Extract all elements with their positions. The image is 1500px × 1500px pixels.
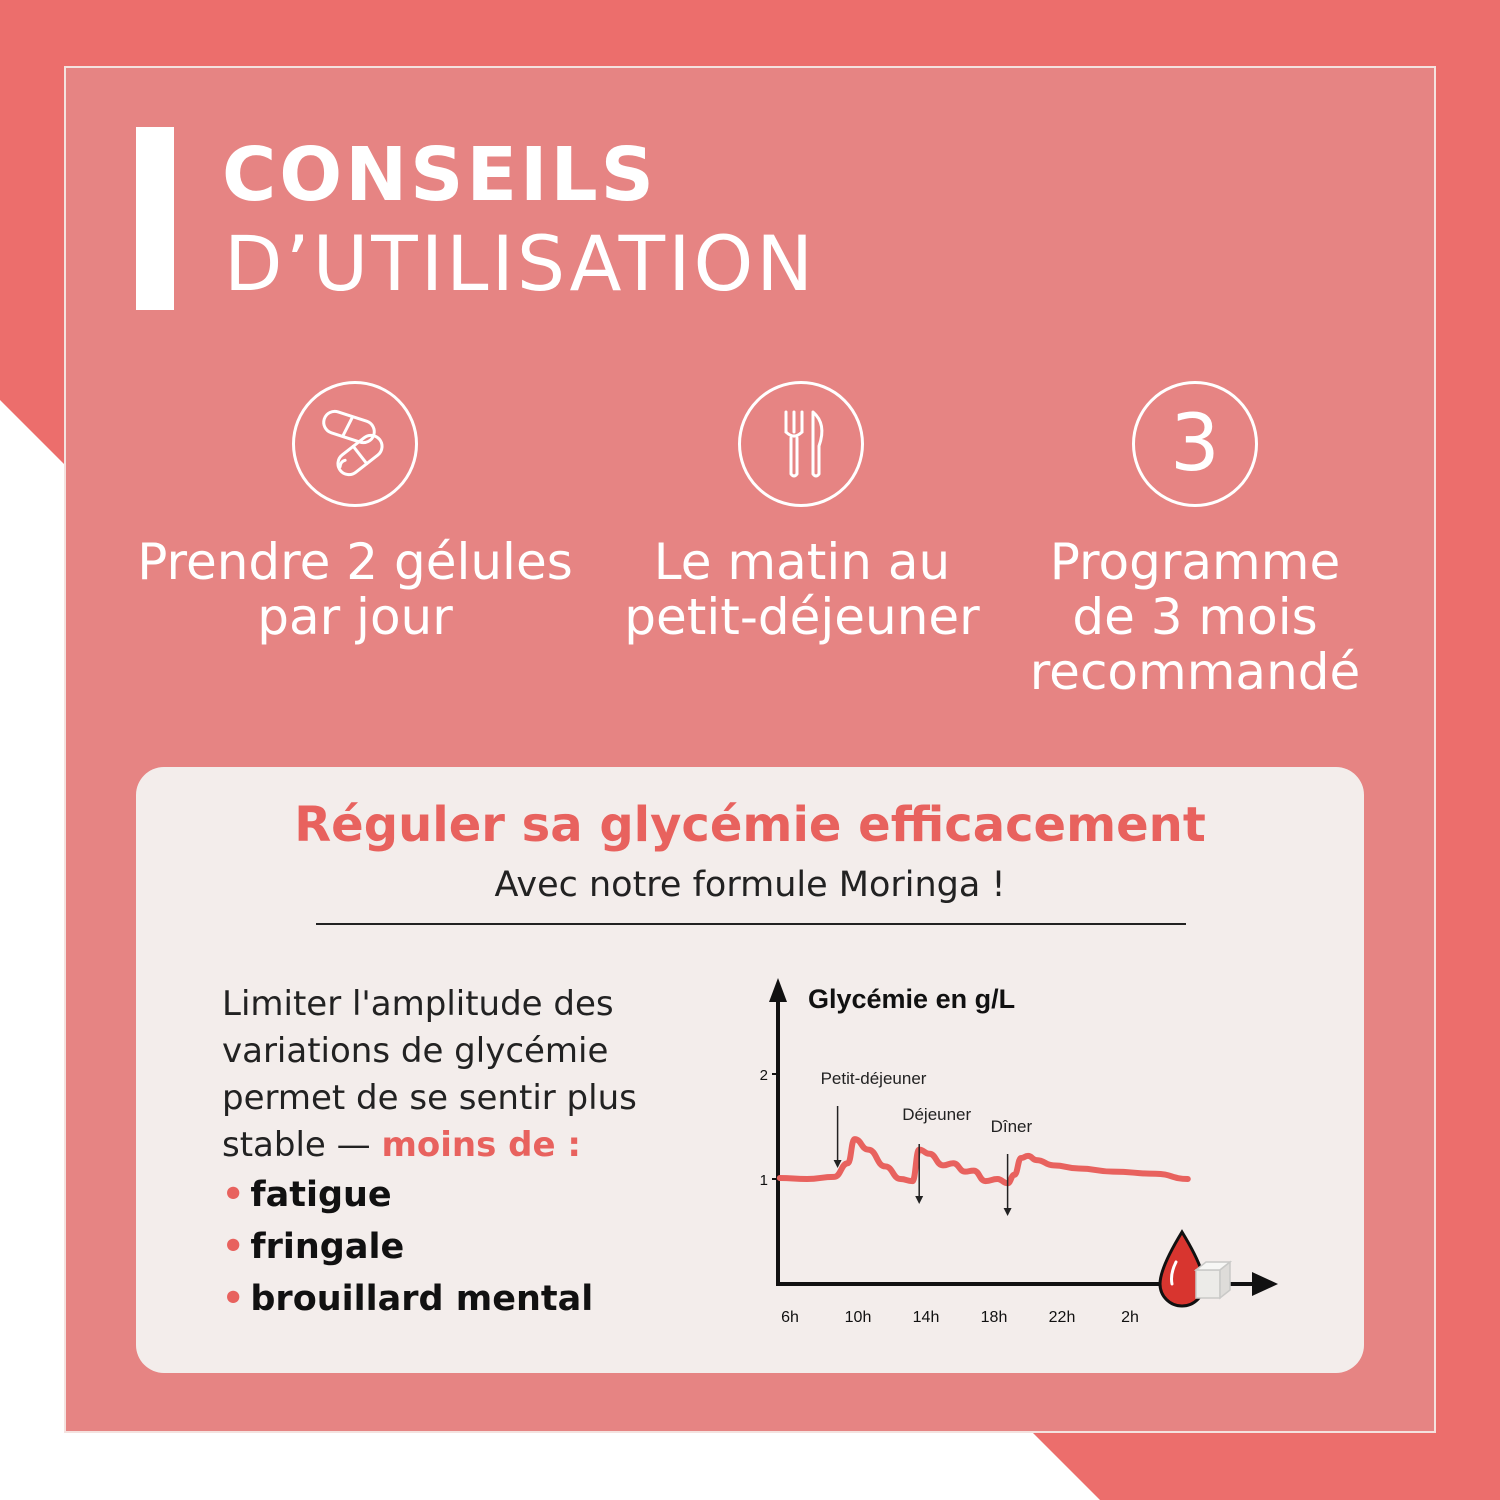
- bullet-text: fringale: [250, 1227, 405, 1267]
- event-annotation: Déjeuner: [902, 1105, 972, 1124]
- card-subtitle: Avec notre formule Moringa !: [494, 865, 1006, 905]
- body-line-3: permet de se sentir plus: [222, 1078, 637, 1118]
- tip-icon-circle-capsules: [292, 381, 418, 507]
- tip-timing-line1: Le matin au: [653, 533, 951, 591]
- tip-icon-circle-meal: [738, 381, 864, 507]
- card-body-text: [222, 981, 742, 1169]
- x-axis-arrow-icon: [1252, 1272, 1278, 1296]
- x-tick-label: 22h: [1048, 1309, 1076, 1326]
- page-title-line1: CONSEILS: [222, 132, 657, 218]
- glycemia-chart: [750, 970, 1290, 1340]
- y-tick-label: 2: [759, 1067, 768, 1084]
- list-item: [222, 1221, 593, 1273]
- body-accent: moins de :: [381, 1125, 582, 1165]
- tip-dosage-line1: Prendre 2 gélules: [137, 533, 573, 591]
- chart-title: Glycémie en g/L: [808, 984, 1016, 1014]
- tip-dosage: [110, 535, 600, 645]
- bullet-dot-icon: •: [222, 1279, 245, 1319]
- number-three-icon: 3: [1170, 399, 1220, 489]
- event-annotation: Petit-déjeuner: [820, 1069, 927, 1088]
- card-divider: [316, 923, 1186, 925]
- fork-knife-icon: [761, 404, 841, 484]
- blood-sugar-drop-icon: [1160, 1232, 1230, 1306]
- title-accent-bar: [136, 127, 174, 310]
- body-line-1: Limiter l'amplitude des: [222, 984, 614, 1024]
- tip-dosage-line2: par jour: [257, 588, 453, 646]
- tip-duration-line1: Programme: [1049, 533, 1341, 591]
- tip-icon-circle-duration: [1132, 381, 1258, 507]
- annotation-arrowhead-icon: [915, 1196, 923, 1204]
- list-item: [222, 1169, 593, 1221]
- tip-timing-line2: petit-déjeuner: [624, 588, 980, 646]
- tip-timing: [590, 535, 1014, 645]
- tip-duration-line2: de 3 mois: [1072, 588, 1318, 646]
- tip-duration: [1010, 535, 1380, 700]
- body-last-line: stable —: [222, 1125, 382, 1165]
- annotation-arrowhead-icon: [1004, 1208, 1012, 1216]
- chart-axes: [769, 978, 1278, 1296]
- tip-duration-line3: recommandé: [1029, 643, 1361, 701]
- list-item: [222, 1273, 593, 1325]
- y-axis-arrow-icon: [769, 978, 787, 1002]
- x-tick-label: 10h: [844, 1309, 872, 1326]
- capsules-icon: [315, 404, 395, 484]
- bullet-dot-icon: •: [222, 1175, 245, 1215]
- bullet-dot-icon: •: [222, 1227, 245, 1267]
- bullet-text: brouillard mental: [250, 1279, 594, 1319]
- event-annotation: Dîner: [990, 1117, 1033, 1136]
- body-line-2: variations de glycémie: [222, 1031, 609, 1071]
- x-tick-label: 14h: [912, 1309, 940, 1326]
- page-title-line2: D’UTILISATION: [224, 219, 817, 308]
- card-title: Réguler sa glycémie efficacement: [294, 797, 1206, 853]
- body-line-4: [222, 1122, 742, 1169]
- x-tick-label: 6h: [781, 1309, 799, 1326]
- bullet-text: fatigue: [250, 1175, 392, 1215]
- x-tick-label: 18h: [980, 1309, 1008, 1326]
- benefit-list: [222, 1169, 593, 1325]
- x-tick-label: 2h: [1121, 1309, 1139, 1326]
- y-tick-label: 1: [759, 1172, 768, 1189]
